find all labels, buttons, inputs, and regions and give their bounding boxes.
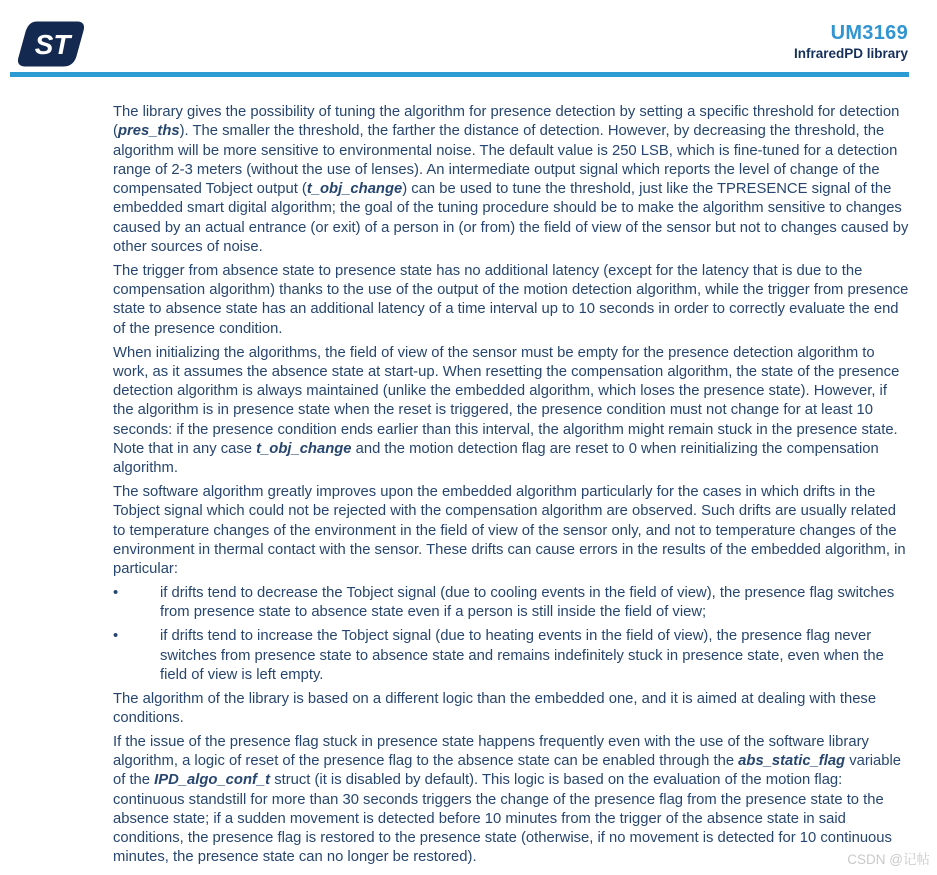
text-segment: The software algorithm greatly improves upon the embedded algorithm particularly for the cases in which drifts in the Tobject signal which could not be rejected with the compensation algorithm are observed. Such drifts are usually related to temperature changes of the environment in the field of view of the sensor only, and not to temperature changes of the environment in thermal contact with the sensor. These drifts can cause errors in the results of the embedded algorithm, in particular: <box>113 484 906 578</box>
doc-subtitle: InfraredPD library <box>793 46 908 61</box>
st-logo-icon <box>16 20 86 68</box>
bullet-glyph: • <box>113 628 119 645</box>
header-rule <box>10 72 909 77</box>
document-body <box>113 103 909 872</box>
code-term-ipd-algo-conf-t: IPD_algo_conf_t <box>154 772 271 789</box>
bullet-text: if drifts tend to decrease the Tobject signal (due to cooling events in the field of view), the presence flag switches from presence state to absence state even if a person is still inside the field of view; <box>160 585 895 621</box>
watermark: CSDN @记帖 <box>847 852 930 867</box>
code-term-abs-static-flag: abs_static_flag <box>738 753 846 769</box>
text-segment: If the issue of the presence flag stuck in presence state happens frequently even with the use of the software library algorithm, a logic of reset of the presence flag to the absence state can be enabled through the <box>113 733 869 769</box>
text-segment: and the motion detection flag are reset to 0 when reinitializing the compensation algorithm. <box>113 441 879 477</box>
paragraph-different-logic <box>113 690 909 729</box>
paragraph-software-improves <box>113 483 909 579</box>
code-term-t-obj-change: t_obj_change <box>256 441 352 458</box>
doc-number: UM3169 <box>830 22 908 44</box>
bullet-glyph: • <box>113 585 119 602</box>
text-segment: ). The smaller the threshold, the farther the distance of detection. However, by decreasing the threshold, the algorithm will be more sensitive to environmental noise. The default value is 250 LSB, which is fine-tuned for a detection range of 2-3 meters (without the use of lenses). An intermediate output signal which reports the level of change of the compensated Tobject output ( <box>113 123 898 198</box>
text-segment: struct (it is disabled by default). This logic is based on the evaluation of the motion flag: continuous standstill for more than 30 seconds triggers the change of the presence flag from the presence state to the absence state; if a sudden movement is detected before 10 minutes from the trigger of the absence state in said conditions, the presence flag is restored to the presence state (otherwise, if no movement is detected for 10 continuous minutes, the presence state can no longer be restored). <box>113 772 892 866</box>
bullet-item-increase-drift <box>113 627 909 685</box>
st-logo-letters: ST <box>34 29 71 61</box>
paragraph-initializing <box>113 344 909 479</box>
header-title-block <box>794 22 908 61</box>
paragraph-tuning-threshold <box>113 103 909 257</box>
bullet-list <box>113 584 909 685</box>
st-logo <box>16 20 86 68</box>
text-segment: ) can be used to tune the threshold, just like the TPRESENCE signal of the embedded smart digital algorithm; the goal of the tuning procedure should be to make the algorithm sensitive to changes caused by an actual entrance (or exit) of a person in (or from) the field of view of the sensor but not to changes caused by other sources of noise. <box>113 181 909 256</box>
text-segment: When initializing the algorithms, the field of view of the sensor must be empty for the presence detection algorithm to work, as it assumes the absence state at start-up. When resetting the compensation algorithm, the state of the presence detection algorithm is always maintained (unlike the embedded algorithm, which loses the presence state). However, if the algorithm is in presence state when the reset is triggered, the presence condition must not change for at least 10 seconds: if the presence condition ends earlier than this interval, the algorithm might remain stuck in the presence state. Note that in any case <box>113 344 900 458</box>
text-segment: The library gives the possibility of tuning the algorithm for presence detection by setting a specific threshold for detection ( <box>113 104 900 140</box>
paragraph-trigger-latency <box>113 262 909 339</box>
bullet-text: if drifts tend to increase the Tobject signal (due to heating events in the field of view), the presence flag never switches from presence state to absence state and remains indefinitely stuck in presence state, even when the field of view is left empty. <box>160 628 884 683</box>
paragraph-abs-static-flag <box>113 733 909 868</box>
code-term-pres-ths: pres_ths <box>117 123 180 140</box>
text-segment: The trigger from absence state to presence state has no additional latency (except for the latency that is due to the compensation algorithm) thanks to the use of the output of the motion detection algorithm, while the trigger from presence state to absence state has an additional latency of a time interval up to 10 seconds in order to correctly evaluate the end of the presence condition. <box>113 262 909 337</box>
text-segment: The algorithm of the library is based on a different logic than the embedded one, and it is aimed at dealing with these conditions. <box>113 690 877 726</box>
code-term-t-obj-change: t_obj_change <box>306 181 403 198</box>
page-header <box>0 0 937 80</box>
text-segment: variable of the <box>113 753 902 789</box>
bullet-item-decrease-drift <box>113 584 909 623</box>
